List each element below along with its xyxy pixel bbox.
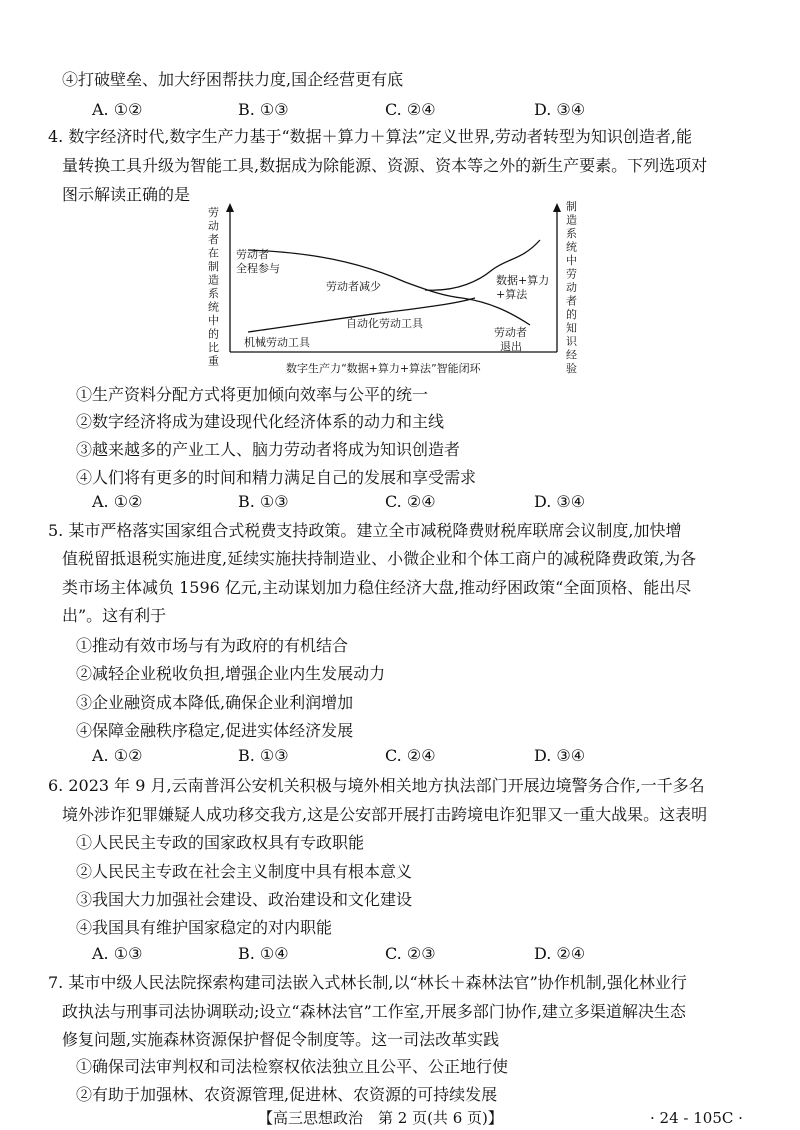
q5-option-d[interactable]: D. ③④ [534, 746, 586, 765]
q6-statement-3: ③我国大力加强社会建设、政治建设和文化建设 [76, 890, 413, 909]
q6-stem-line-2: 境外涉诈犯罪嫌疑人成功移交我方,这是公安部开展打击跨境电诈犯罪又一重大战果。这表明 [62, 805, 708, 824]
page-footer: 【高三思想政治 第 2 页(共 6 页)】 [258, 1109, 503, 1127]
q7-stem-line-3: 修复问题,实施森林资源保护督促令制度等。这一司法改革实践 [62, 1030, 500, 1049]
chart-right-axis-arrow [553, 203, 561, 212]
q5-stem-line-1: 5. 某市严格落实国家组合式税费支持政策。建立全市减税降费财税库联席会议制度,加快增 [48, 521, 682, 540]
chart-left-axis-arrow [226, 203, 234, 212]
q6-option-d[interactable]: D. ②④ [534, 944, 586, 963]
q5-option-b[interactable]: B. ①③ [238, 746, 289, 765]
q5-statement-3: ③企业融资成本降低,确保企业利润增加 [76, 693, 354, 712]
q6-stem-line-1: 6. 2023 年 9 月,云南普洱公安机关积极与境外相关地方执法部门开展边境警务合作,一千多名 [48, 776, 705, 795]
q5-statement-4: ④保障金融秩序稳定,促进实体经济发展 [76, 721, 354, 740]
q4-option-d[interactable]: D. ③④ [534, 492, 586, 511]
q4-stem-line-3: 图示解读正确的是 [62, 185, 191, 204]
chart-annotation-automation-tools: 自动化劳动工具 [346, 317, 423, 330]
chart-annotation-workers-exit-1: 劳动者 [494, 326, 527, 339]
q4-stem-line-2: 量转换工具升级为智能工具,数据成为除能源、资源、资本等之外的新生产要素。下列选项对 [62, 156, 708, 175]
q5-stem-line-2: 值税留抵退税实施进度,延续实施扶持制造业、小微企业和个体工商户的减税降费政策,为各 [62, 549, 697, 568]
chart-series-workers [248, 250, 530, 325]
q4-option-c[interactable]: C. ②④ [385, 492, 436, 511]
q3-option-c[interactable]: C. ②④ [385, 100, 436, 119]
chart-left-axis-label: 劳动者在制造系统中的比重 [208, 206, 219, 368]
q4-stem-line-1: 4. 数字经济时代,数字生产力基于“数据＋算力＋算法”定义世界,劳动者转型为知识创造者,能 [48, 127, 692, 146]
chart-annotation-full-participation-2: 全程参与 [236, 262, 280, 275]
chart-right-axis-label: 制造系统中劳动者的知识经验 [566, 200, 577, 375]
chart-x-label: 数字生产力“数据+算力+算法”智能闭环 [286, 362, 481, 375]
q5-stem-line-3: 类市场主体减负 1596 亿元,主动谋划加力稳住经济大盘,推动纾困政策“全面顶格、能出尽 [62, 578, 692, 597]
q6-option-c[interactable]: C. ②③ [385, 944, 436, 963]
q4-statement-4: ④人们将有更多的时间和精力满足自己的发展和享受需求 [76, 468, 477, 487]
q4-statement-1: ①生产资料分配方式将更加倾向效率与公平的统一 [76, 385, 429, 404]
q4-statement-3: ③越来越多的产业工人、脑力劳动者将成为知识创造者 [76, 440, 461, 459]
q3-option-b[interactable]: B. ①③ [238, 100, 289, 119]
chart-annotation-data-compute-2: +算法 [496, 288, 528, 301]
q5-option-c[interactable]: C. ②④ [385, 746, 436, 765]
q7-stem-line-1: 7. 某市中级人民法院探索构建司法嵌入式林长制,以“林长＋森林法官”协作机制,强化林业行 [48, 973, 687, 992]
q6-statement-4: ④我国具有维护国家稳定的对内职能 [76, 918, 333, 937]
q6-option-a[interactable]: A. ①③ [92, 944, 143, 963]
chart-annotation-workers-decrease: 劳动者减少 [326, 280, 381, 293]
q4-statement-2: ②数字经济将成为建设现代化经济体系的动力和主线 [76, 412, 445, 431]
q3-option-d[interactable]: D. ③④ [534, 100, 586, 119]
q5-statement-2: ②减轻企业税收负担,增强企业内生发展动力 [76, 664, 386, 683]
q7-statement-2: ②有助于加强林、农资源管理,促进林、农资源的可持续发展 [76, 1085, 498, 1104]
q5-stem-line-4: 出”。这有利于 [62, 606, 167, 625]
q7-statement-1: ①确保司法审判权和司法检察权依法独立且公平、公正地行使 [76, 1057, 509, 1076]
q3-option-a[interactable]: A. ①② [92, 100, 143, 119]
q3-statement-4: ④打破壁垒、加大纾困帮扶力度,国企经营更有底 [62, 70, 404, 89]
q4-option-a[interactable]: A. ①② [92, 492, 143, 511]
q4-chart [200, 200, 590, 380]
page-code: · 24 - 105C · [650, 1109, 743, 1127]
q6-option-b[interactable]: B. ①④ [238, 944, 289, 963]
q6-statement-1: ①人民民主专政的国家政权具有专政职能 [76, 833, 365, 852]
chart-annotation-mechanical-tools: 机械劳动工具 [244, 336, 310, 349]
q5-option-a[interactable]: A. ①② [92, 746, 143, 765]
chart-annotation-workers-exit-2: 退出 [500, 340, 522, 353]
q6-statement-2: ②人民民主专政在社会主义制度中具有根本意义 [76, 862, 413, 881]
q7-stem-line-2: 政执法与刑事司法协调联动;设立“森林法官”工作室,开展多部门协作,建立多渠道解决生态 [62, 1002, 686, 1021]
chart-annotation-full-participation-1: 劳动者 [236, 248, 269, 261]
chart-annotation-data-compute-1: 数据+算力 [496, 274, 550, 287]
q5-statement-1: ①推动有效市场与有为政府的有机结合 [76, 636, 349, 655]
q4-option-b[interactable]: B. ①③ [238, 492, 289, 511]
